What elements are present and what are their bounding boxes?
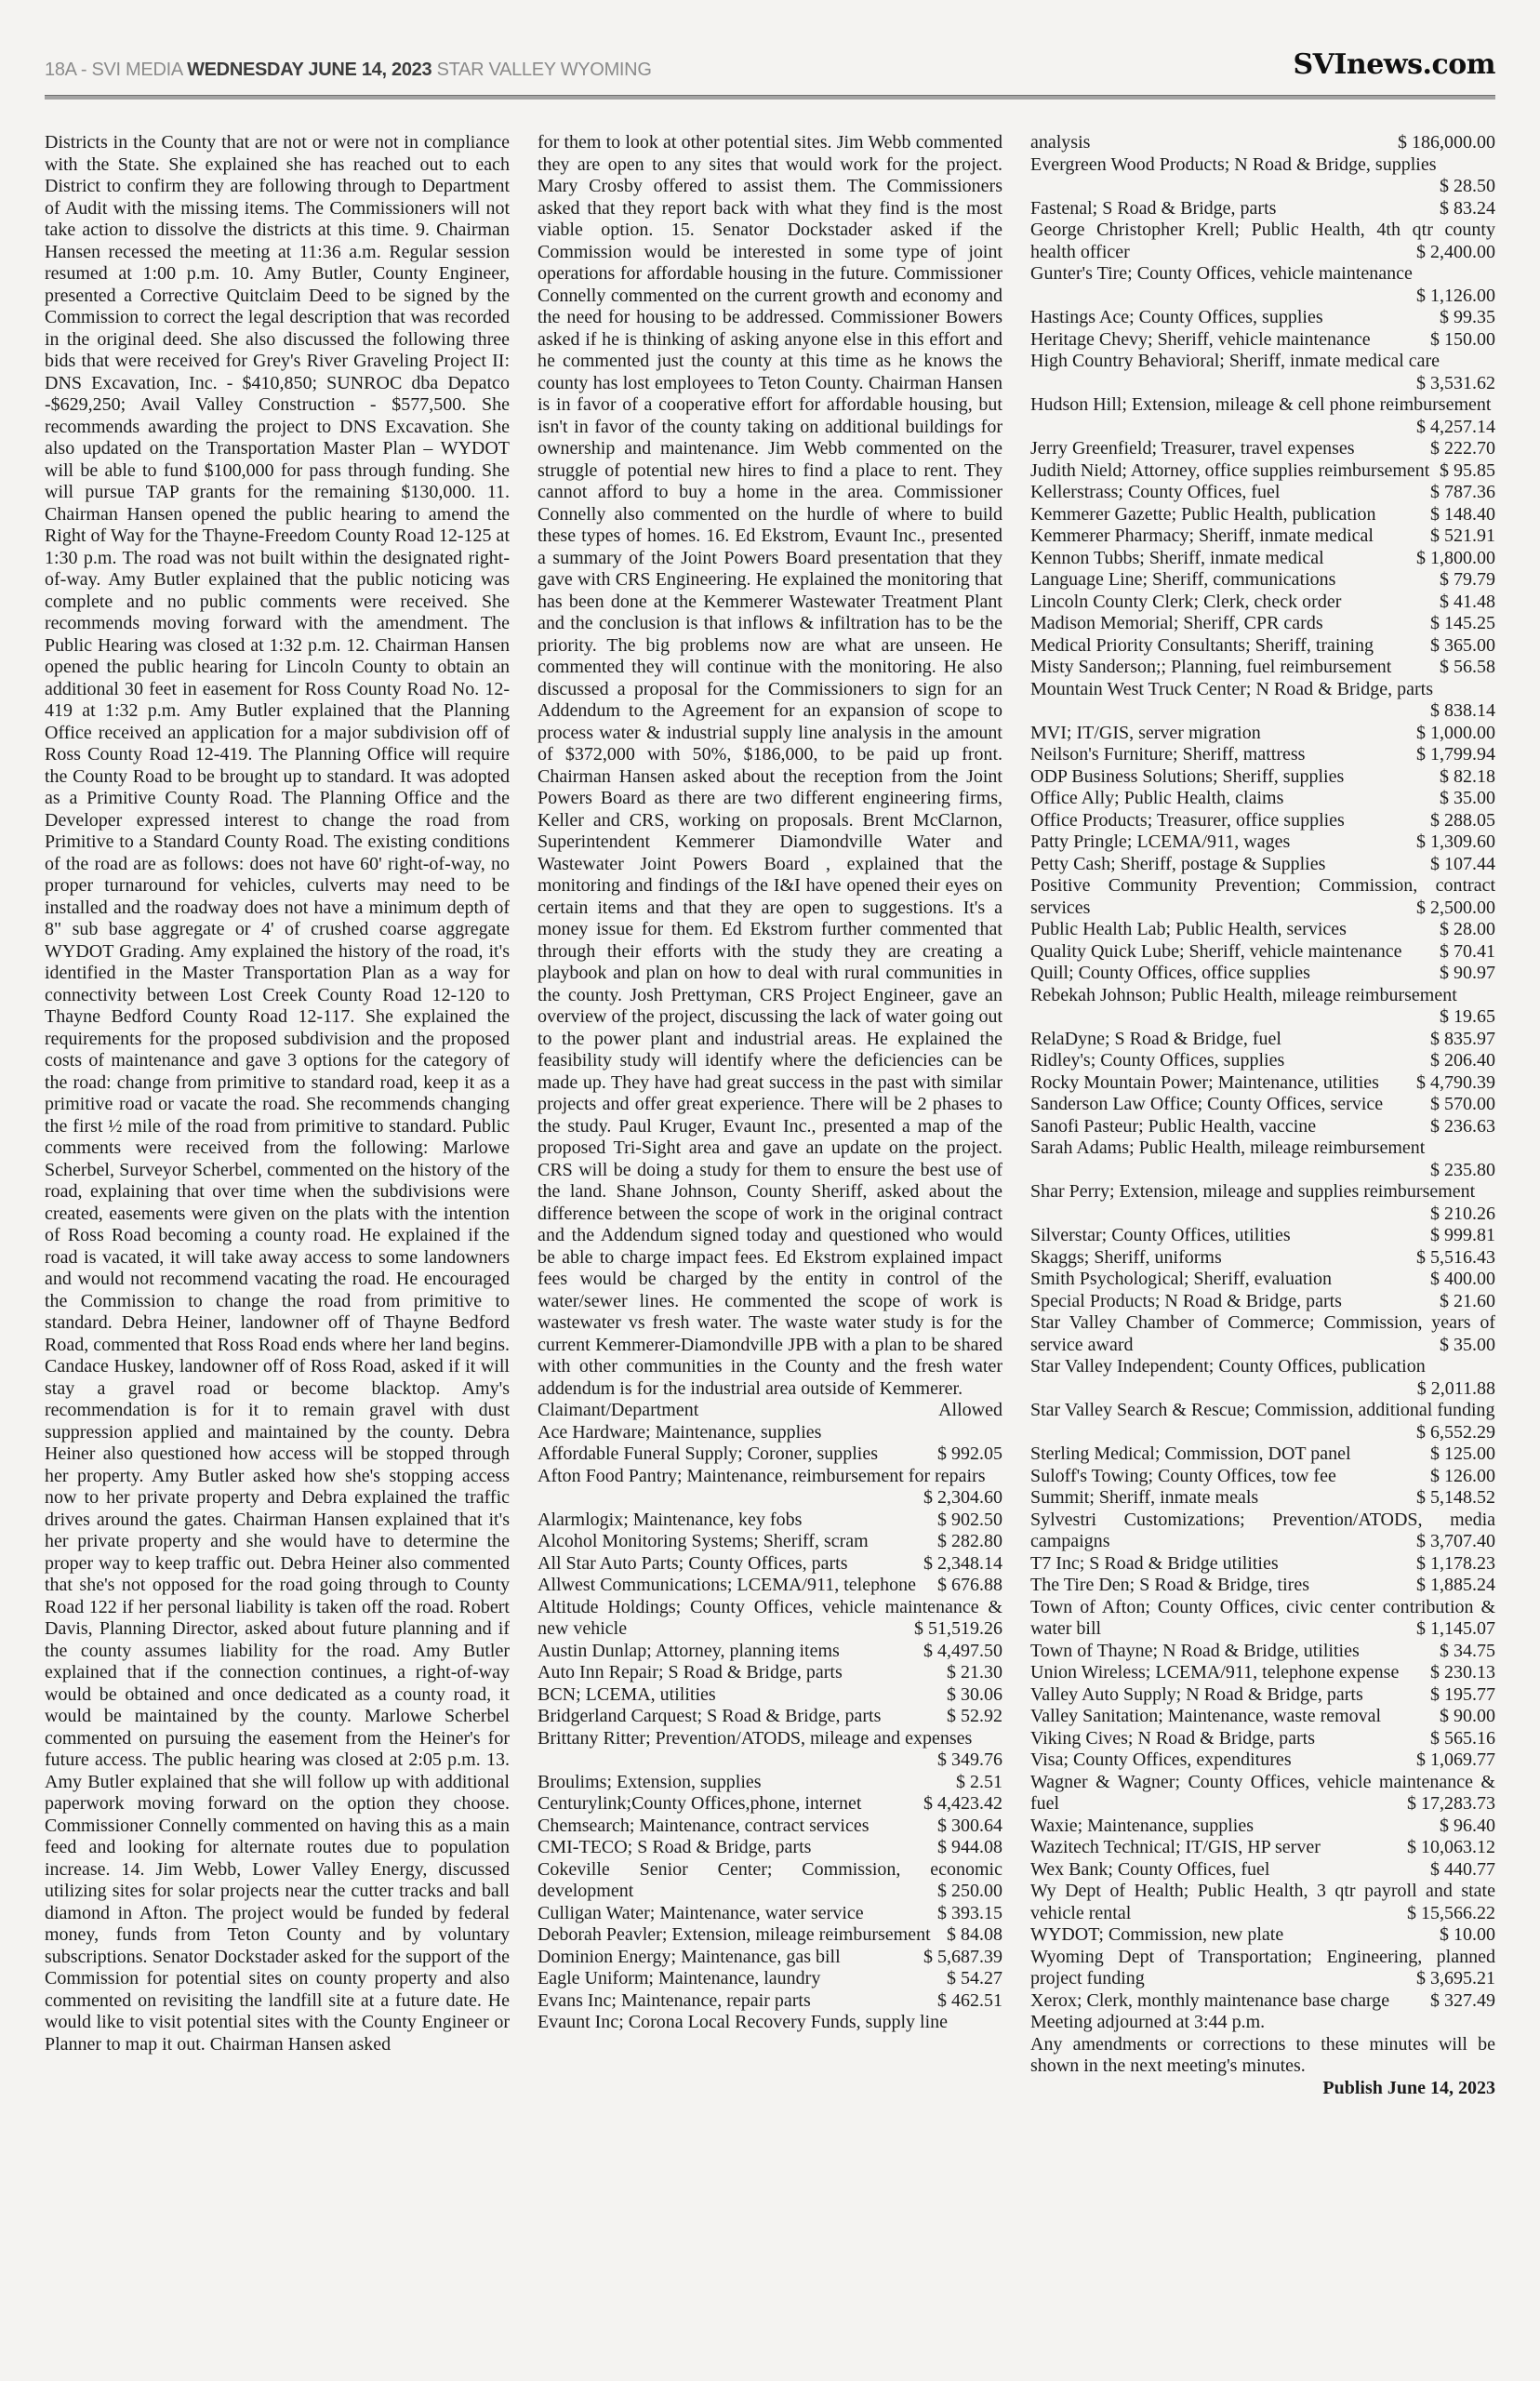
claim-name: MVI; IT/GIS, server migration [1030,722,1261,743]
claim-amount: $ 2,348.14 [923,1552,1002,1574]
claim-row [1030,548,1495,570]
claim-name: Misty Sanderson;; Planning, fuel reimbursement [1030,657,1392,677]
claim-amount: $ 2,400.00 [1416,241,1495,262]
claim-amount: $ 186,000.00 [1398,132,1495,153]
claim-amount: $ 230.13 [1430,1662,1495,1683]
minutes-column-3 [1030,132,1495,2360]
claim-amount: $ 125.00 [1430,1443,1495,1464]
claim-name: Neilson's Furniture; Sheriff, mattress [1030,744,1306,765]
claim-row [1030,1990,1495,2013]
claim-row [538,1816,1002,1838]
claim-row [538,1575,1002,1597]
claim-amount: $ 992.05 [937,1443,1002,1464]
claims-header-allowed: Allowed [938,1400,1002,1420]
claim-row [538,1706,1002,1728]
claim-name: Ace Hardware; Maintenance, supplies [538,1421,822,1443]
claim-name: Ridley's; County Offices, supplies [1030,1050,1285,1071]
claim-name: Summit; Sheriff, inmate meals [1030,1487,1259,1508]
claim-row [538,1837,1002,1859]
claim-amount: $ 570.00 [1430,1094,1495,1114]
claim-amount: $ 521.91 [1430,525,1495,546]
claim-amount: $ 2,500.00 [1416,897,1495,918]
claim-name: Hudson Hill; Extension, mileage & cell phone reimbursement [1030,394,1492,415]
claim-amount: $ 10,063.12 [1407,1837,1495,1857]
claim-row [1030,613,1495,635]
claim-amount: $ 150.00 [1430,328,1495,350]
claim-name: Sylvestri Customizations; Prevention/ATODS, media campaigns [1030,1509,1495,1551]
claim-amount: $ 676.88 [937,1575,1002,1595]
masthead-date: WEDNESDAY JUNE 14, 2023 [187,60,432,80]
claim-amount: $ 34.75 [1440,1640,1495,1661]
claim-name: Allwest Communications; LCEMA/911, telephone [538,1575,916,1595]
claim-amount: $ 282.80 [937,1531,1002,1551]
claim-name: Silverstar; County Offices, utilities [1030,1225,1291,1245]
claim-row [1030,744,1495,766]
claim-amount: $ 4,790.39 [1416,1071,1495,1093]
claim-row [1030,657,1495,679]
claim-amount: $ 349.76 [937,1749,1002,1770]
claim-name: Waxie; Maintenance, supplies [1030,1815,1254,1836]
claim-name: BCN; LCEMA, utilities [538,1683,716,1705]
claim-amount: $ 90.00 [1440,1706,1495,1726]
claim-amount: $ 82.18 [1440,765,1495,787]
minutes-column-1 [45,132,510,2360]
claim-amount: $ 1,178.23 [1416,1552,1495,1574]
claim-row [1030,985,1495,1029]
claim-row [1030,1881,1495,1924]
claim-amount: $ 902.50 [937,1509,1002,1530]
claim-name: Shar Perry; Extension, mileage and supplies reimbursement [1030,1181,1476,1202]
claim-row [1030,1837,1495,1859]
claim-amount: $ 440.77 [1430,1858,1495,1880]
claim-amount: $ 83.24 [1440,197,1495,219]
claim-amount: $ 235.80 [1430,1159,1495,1180]
claim-name: Viking Cives; N Road & Bridge, parts [1030,1727,1315,1749]
minutes-column-2 [538,132,1002,2360]
claim-row [1030,635,1495,658]
claim-amount: $ 19.65 [1440,1006,1495,1027]
claim-amount: $ 236.63 [1430,1115,1495,1137]
claim-name: Skaggs; Sheriff, uniforms [1030,1246,1222,1268]
claim-row [1030,1443,1495,1466]
claim-amount: $ 3,695.21 [1416,1968,1495,1989]
claim-name: Xerox; Clerk, monthly maintenance base charge [1030,1989,1390,2011]
claims-header-row [538,1400,1002,1422]
claim-name: All Star Auto Parts; County Offices, parts [538,1552,848,1574]
claim-row [1030,1510,1495,1553]
claim-row [1030,854,1495,876]
claim-name: Brittany Ritter; Prevention/ATODS, mileage and expenses [538,1727,973,1749]
claim-amount: $ 70.41 [1440,940,1495,962]
claim-name: Alarmlogix; Maintenance, key fobs [538,1509,803,1530]
claim-amount: $ 944.08 [937,1837,1002,1857]
claim-row [538,1466,1002,1510]
claim-name: Valley Sanitation; Maintenance, waste removal [1030,1706,1382,1726]
claim-name: Affordable Funeral Supply; Coroner, supplies [538,1443,878,1464]
claim-amount: $ 835.97 [1430,1028,1495,1049]
claim-row [1030,788,1495,810]
claim-amount: $ 2,011.88 [1416,1377,1495,1399]
claim-row [538,1728,1002,1772]
claim-amount: $ 51,519.26 [914,1618,1002,1639]
claim-name: Star Valley Chamber of Commerce; Commission, years of service award [1030,1312,1495,1355]
claim-amount: $ 206.40 [1430,1050,1495,1071]
claim-row [538,1443,1002,1466]
claim-name: Centurylink;County Offices,phone, internet [538,1793,862,1814]
claim-name: Valley Auto Supply; N Road & Bridge, parts [1030,1683,1363,1705]
claim-name: Visa; County Offices, expenditures [1030,1749,1292,1770]
claim-name: Evans Inc; Maintenance, repair parts [538,1989,811,2011]
claim-name: CMI-TECO; S Road & Bridge, parts [538,1837,812,1857]
claim-amount: $ 99.35 [1440,307,1495,327]
claim-name: George Christopher Krell; Public Health, 4th qtr county health officer [1030,219,1495,262]
claim-name: Cokeville Senior Center; Commission, economic development [538,1858,1002,1901]
claim-amount: $ 999.81 [1430,1225,1495,1245]
claim-name: The Tire Den; S Road & Bridge, tires [1030,1575,1309,1595]
claim-amount: $ 5,687.39 [923,1946,1002,1967]
claim-row [1030,1137,1495,1181]
claim-amount: $ 365.00 [1430,634,1495,656]
claim-name: Quality Quick Lube; Sheriff, vehicle maintenance [1030,940,1402,962]
claim-row [1030,941,1495,964]
claim-row [1030,1116,1495,1138]
claim-amount: $ 5,148.52 [1416,1487,1495,1508]
claim-row [538,1531,1002,1553]
claim-amount: $ 1,309.60 [1416,831,1495,852]
claim-name: Wagner & Wagner; County Offices, vehicle maintenance & fuel [1030,1771,1495,1814]
claim-name: Sanderson Law Office; County Offices, service [1030,1094,1384,1114]
claim-name: Kemmerer Gazette; Public Health, publication [1030,503,1376,525]
claim-amount: $ 41.48 [1440,591,1495,612]
claim-amount: $ 52.92 [947,1706,1002,1726]
claim-row [1030,132,1495,154]
claim-amount: $ 195.77 [1430,1683,1495,1705]
claim-row [1030,1050,1495,1072]
claim-name: Alcohol Monitoring Systems; Sheriff, scram [538,1531,869,1551]
claim-amount: $ 1,145.07 [1416,1618,1495,1639]
claim-name: Deborah Peavler; Extension, mileage reimbursement [538,1924,931,1945]
claim-amount: $ 327.49 [1430,1989,1495,2011]
claim-name: Office Ally; Public Health, claims [1030,788,1284,808]
claim-row [538,1662,1002,1684]
claim-amount: $ 148.40 [1430,503,1495,525]
claim-amount: $ 21.60 [1440,1290,1495,1311]
claim-row [1030,1312,1495,1356]
claim-amount: $ 90.97 [1440,963,1495,983]
claim-name: Petty Cash; Sheriff, postage & Supplies [1030,853,1326,874]
claim-amount: $ 126.00 [1430,1465,1495,1486]
claim-amount: $ 400.00 [1430,1269,1495,1289]
claim-row [1030,1749,1495,1772]
claim-amount: $ 3,531.62 [1416,372,1495,393]
claim-row [1030,1225,1495,1247]
claim-amount: $ 10.00 [1440,1924,1495,1945]
claim-amount: $ 30.06 [947,1683,1002,1705]
claim-row [1030,875,1495,919]
claim-row [1030,1859,1495,1882]
claim-row [1030,1029,1495,1051]
claim-row [1030,1575,1495,1597]
claim-row [1030,963,1495,985]
claim-name: Kennon Tubbs; Sheriff, inmate medical [1030,547,1324,568]
claim-row [538,1990,1002,2013]
claim-name: Wy Dept of Health; Public Health, 3 qtr payroll and state vehicle rental [1030,1881,1495,1923]
claim-name: Sarah Adams; Public Health, mileage reimbursement [1030,1137,1426,1158]
claim-row [538,1553,1002,1576]
adjourned-line: Meeting adjourned at 3:44 p.m. [1030,2012,1266,2032]
claim-name: Chemsearch; Maintenance, contract services [538,1815,870,1836]
claim-amount: $ 2.51 [956,1771,1002,1792]
claim-amount: $ 79.79 [1440,569,1495,590]
claim-name: RelaDyne; S Road & Bridge, fuel [1030,1028,1281,1049]
claim-amount: $ 28.50 [1440,176,1495,196]
claim-name: Sanofi Pasteur; Public Health, vaccine [1030,1115,1317,1137]
claim-name: Madison Memorial; Sheriff, CPR cards [1030,613,1323,633]
claim-amount: $ 2,304.60 [923,1487,1002,1508]
claim-name: Lincoln County Clerk; Clerk, check order [1030,591,1342,612]
claim-row [1030,438,1495,460]
claim-row [1030,1706,1495,1728]
claim-row [1030,1487,1495,1510]
claim-amount: $ 1,885.24 [1416,1575,1495,1595]
claim-amount: $ 145.25 [1430,613,1495,633]
claim-name: WYDOT; Commission, new plate [1030,1924,1284,1945]
claim-row [538,1684,1002,1707]
masthead-rule [45,95,1495,100]
claim-row [1030,1466,1495,1488]
claim-name: Wazitech Technical; IT/GIS, HP server [1030,1837,1321,1857]
claim-amount: $ 1,069.77 [1416,1749,1495,1770]
claim-amount: $ 56.58 [1440,657,1495,677]
claim-row [1030,1356,1495,1400]
claim-row [1030,198,1495,220]
claim-row [1030,1816,1495,1838]
claim-row [1030,1269,1495,1291]
claim-name: Sterling Medical; Commission, DOT panel [1030,1443,1351,1464]
claim-row [1030,351,1495,394]
claim-name: Dominion Energy; Maintenance, gas bill [538,1946,841,1967]
claim-amount: $ 787.36 [1430,482,1495,502]
claim-row [538,1903,1002,1925]
claim-row [1030,723,1495,745]
claim-amount: $ 250.00 [937,1881,1002,1901]
claim-amount: $ 838.14 [1430,700,1495,721]
claim-name: ODP Business Solutions; Sheriff, supplies [1030,765,1345,787]
claim-amount: $ 1,800.00 [1416,547,1495,568]
claim-row [1030,154,1495,198]
claim-row [538,1859,1002,1903]
claim-name: Public Health Lab; Public Health, services [1030,919,1347,939]
claim-row [1030,307,1495,329]
claim-name: Medical Priority Consultants; Sheriff, training [1030,634,1374,656]
claim-name: Rebekah Johnson; Public Health, mileage reimbursement [1030,984,1457,1005]
claim-name: Star Valley Search & Rescue; Commission, additional funding [1030,1400,1495,1420]
claim-row [538,1968,1002,1990]
claim-amount: $ 21.30 [947,1662,1002,1683]
claim-name: Rocky Mountain Power; Maintenance, utilities [1030,1071,1379,1093]
claim-name: Positive Community Prevention; Commission, contract services [1030,875,1495,918]
amendments-line: Any amendments or corrections to these minutes will be shown in the next meeting's minutes. [1030,2033,1495,2076]
claim-name: Bridgerland Carquest; S Road & Bridge, parts [538,1706,882,1726]
minutes-text-col1: Districts in the County that are not or were not in compliance with the State. She explained she has reached out to each District to confirm they are following through to Department of Audit with the missing items. The Commissioners will not take action to dissolve the districts at this time. 9. Chairman Hansen recessed the meeting at 11:36 a.m. Regular session resumed at 1:00 p.m. 10. Amy Butler, County Engineer, presented a Corrective Quitclaim Deed to be signed by the Commission to correct the legal description that was recorded in the original deed. She also discussed the following three bids that were received for Grey's River Graveling Project II: DNS Excavation, Inc. - $410,850; SUNROC dba Depatco -$629,250; Avail Valley Construction - $577,500. She recommends awarding the project to DNS Excavation. She also updated on the Transportation Master Plan – WYDOT will be able to fund $100,000 for pass through funding. She will pursue TAP grants for the remaining $130,000. 11. Chairman Hansen opened the public hearing to amend the Right of Way for the Thayne-Freedom County Road 12-125 at 1:30 p.m. The road was not built within the designated right-of-way. Amy Butler explained that the public noticing was complete and no public comments were received. She recommends moving forward with the amendment. The Public Hearing was closed at 1:32 p.m. 12. Chairman Hansen opened the public hearing for Lincoln County to obtain an additional 30 feet in easement for Ross County Road No. 12-419 at 1:32 p.m. Amy Butler explained that the Planning Office received an application for a major subdivision off of Ross County Road 12-419. The Planning Office will require the County Road to be brought up to standard. It was adopted as a Primitive County Road. The Planning Office and the Developer expressed interest to change the road from Primitive to a Standard County Road. The existing conditions of the road are as follows: does not have 60' right-of-way, no proper turnaround for vehicles, culverts may need to be installed and the roadway does not have a minimum depth of 8" sub base aggregate or 4' of crushed coarse aggregate WYDOT Grading. Amy explained the history of the road, it's identified in the Master Transportation Plan as a way for connectivity between Lost Creek County Road 12-120 to Thayne Bedford County Road 12-117. She explained the requirements for the proposed subdivision and the proposed costs of maintenance and gave 3 options for the category of the road: change from primitive to standard road, keep it as a primitive road or vacate the road. She recommends changing the first ½ mile of the road from primitive to standard. Public comments were received from the following: Marlowe Scherbel, Surveyor Scherbel, commented on the history of the road, explaining that over time when the subdivisions were created, easements were given on the plats with the intention of Ross Road becoming a county road. He explained if the road is vacated, it will take away access to some landowners and would not recommend vacating the road. He encouraged the Commission to change the road from primitive to standard. Debra Heiner, landowner off of Thayne Bedford Road, commented that Ross Road ends where her land begins. Candace Huskey, landowner off of Ross Road, asked if it will stay a gravel road or become blacktop. Amy's recommendation is for it to remain gravel with dust suppression applied and maintained by the county. Debra Heiner also questioned how access will be stopped through her property. Amy Butler asked how she's stopping access now to her private property and Debra explained the traffic drives around the gates. Chairman Hansen explained that it's her private property and she would have to determine the proper way to keep traffic out. Debra Heiner also commented that she's not opposed for the road going through to County Road 122 if her personal liability is taken off the road. Robert Davis, Planning Director, asked about future planning and if the county assumes liability for the road. Amy Butler explained that if the connection continues, a right-of-way would be obtained and once dedicated as a county road, it would be maintained by the county. Marlowe Scherbel commented on pursuing the easement from the Heiner's for future access. The public hearing was closed at 2:05 p.m. 13. Amy Butler explained that she will follow up with additional paperwork moving forward on the option they choose. Commissioner Connelly commented on having this as a main feed and looking for alternate routes due to population increase. 14. Jim Webb, Lower Valley Energy, discussed utilizing sites for solar projects near the cutter tracks and ball diamond in Afton. The project would be funded by federal money, funds from Teton County and by voluntary subscriptions. Senator Dockstader asked for the support of the Commission for potential sites on county property and also commented on revisiting the landfill site at a future date. He would like to visit potential sites with the County Engineer or Planner to map it out. Chairman Hansen asked [45,132,510,2055]
claim-name: Wex Bank; County Offices, fuel [1030,1858,1270,1880]
claim-name: Evaunt Inc; Corona Local Recovery Funds, supply line [538,2012,949,2032]
claim-name: Culligan Water; Maintenance, water service [538,1902,864,1923]
claim-name: Suloff's Towing; County Offices, tow fee [1030,1465,1336,1486]
claim-row [1030,525,1495,548]
claim-name: Fastenal; S Road & Bridge, parts [1030,197,1277,219]
claim-amount: $ 5,516.43 [1416,1246,1495,1268]
claim-row [1030,1597,1495,1641]
page-label: 18A - SVI MEDIA [45,60,182,80]
claim-name: Austin Dunlap; Attorney, planning items [538,1640,840,1661]
claim-amount: $ 15,566.22 [1407,1902,1495,1923]
claim-name: Judith Nield; Attorney, office supplies reimbursement [1030,459,1430,481]
claim-amount: $ 288.05 [1430,809,1495,831]
claim-name: Gunter's Tire; County Offices, vehicle maintenance [1030,263,1413,284]
claim-row [538,1641,1002,1663]
claim-row [1030,766,1495,789]
claim-row [538,2012,1002,2034]
claim-amount: $ 107.44 [1430,853,1495,874]
claims-list-col3 [1030,132,1495,2012]
claim-name: Eagle Uniform; Maintenance, laundry [538,1968,821,1989]
claim-name: Altitude Holdings; County Offices, vehicle maintenance & new vehicle [538,1596,1002,1639]
claim-amount: $ 210.26 [1430,1203,1495,1224]
claim-name: Special Products; N Road & Bridge, parts [1030,1290,1342,1311]
claim-amount: $ 4,423.42 [923,1793,1002,1814]
claim-amount: $ 4,257.14 [1416,416,1495,437]
claim-row [1030,1553,1495,1576]
claim-name: Town of Afton; County Offices, civic center contribution & water bill [1030,1596,1495,1639]
claim-name: Mountain West Truck Center; N Road & Bridge, parts [1030,678,1433,699]
claim-row [538,1772,1002,1794]
claim-row [1030,1662,1495,1684]
claim-name: Quill; County Offices, office supplies [1030,963,1310,983]
claim-row [538,1510,1002,1532]
claim-row [1030,394,1495,438]
claim-row [1030,1728,1495,1750]
claim-name: Broulims; Extension, supplies [538,1771,762,1792]
claim-amount: $ 4,497.50 [923,1640,1002,1661]
claim-name: Star Valley Independent; County Offices, publication [1030,1356,1426,1377]
claim-row [1030,1072,1495,1095]
claim-row [1030,831,1495,854]
claim-name: analysis [1030,132,1091,153]
claim-name: Evergreen Wood Products; N Road & Bridge, supplies [1030,153,1437,175]
masthead [45,48,1495,81]
claim-name: Patty Pringle; LCEMA/911, wages [1030,831,1291,852]
claim-amount: $ 1,126.00 [1416,285,1495,306]
claim-row [1030,219,1495,263]
claim-row [1030,1291,1495,1313]
claim-row [538,1597,1002,1641]
claim-name: T7 Inc; S Road & Bridge utilities [1030,1552,1279,1574]
claim-row [1030,460,1495,483]
claim-amount: $ 1,799.94 [1416,744,1495,765]
claim-row [538,1793,1002,1816]
claim-row [1030,569,1495,592]
claim-name: Office Products; Treasurer, office supplies [1030,809,1345,831]
claim-amount: $ 35.00 [1440,1334,1495,1355]
claim-amount: $ 565.16 [1430,1727,1495,1749]
claim-row [1030,263,1495,307]
claim-name: Afton Food Pantry; Maintenance, reimbursement for repairs [538,1465,986,1486]
claim-row [1030,504,1495,526]
claim-amount: $ 3,707.40 [1416,1531,1495,1551]
claim-amount: $ 28.00 [1440,919,1495,939]
claim-row [538,1422,1002,1444]
claim-amount: $ 462.51 [937,1989,1002,2011]
claim-row [1030,482,1495,504]
claim-name: Kellerstrass; County Offices, fuel [1030,482,1281,502]
claim-row [1030,592,1495,614]
claim-row [1030,919,1495,941]
claim-row [1030,810,1495,832]
minutes-text-col2: for them to look at other potential sites. Jim Webb commented they are open to any sites that would work for the project. Mary Crosby offered to assist them. The Commissioners asked that they report back with what they find is the most viable option. 15. Senator Dockstader asked if the Commission would be interested in some type of joint operations for affordable housing in the future. Commissioner Connelly commented on the current growth and economy and the need for housing to be addressed. Commissioner Bowers asked if he is thinking of asking anyone else in this effort and he commented just the county at this time as he knows the county has lost employees to Teton County. Chairman Hansen is in favor of a cooperative effort for affordable housing, but isn't in favor of the county taking on additional buildings for ownership and maintenance. Jim Webb commented on the struggle of potential new hires to find a place to rent. They cannot afford to buy a home in the area. Commissioner Connelly also commented on the hurdle of where to build these types of homes. 16. Ed Ekstrom, Evaunt Inc., presented a summary of the Joint Powers Board presentation that they gave with CRS Engineering. He explained the monitoring that has been done at the Kemmerer Wastewater Treatment Plant and the conclusion is that inflows & infiltration has to be the priority. The big problems now are what are unseen. He commented they will continue with the monitoring. He also discussed a proposal for the Commissioners to sign for an Addendum to the Agreement for an expansion of scope to process water & industrial supply line analysis in the amount of $372,000 with 50%, $186,000, to be paid up front. Chairman Hansen asked about the reception from the Joint Powers Board as there are two different engineering firms, Keller and CRS, working on proposals. Brent McClarnon, Superintendent Kemmerer Diamondville Water and Wastewater Joint Powers Board , explained that the monitoring and findings of the I&I have opened their eyes on certain items and that they are open to suggestions. It's a money issue for them. Ed Ekstrom further commented that through their efforts with the study they are creating a playbook and plan on how to deal with rural communities in the county. Josh Prettyman, CRS Project Engineer, gave an overview of the project, discussing the lack of water going out to the power plant and industrial areas. He explained the feasibility study will identify where the deficiencies can be made up. They have had great success in the past with similar projects and offer great experience. There will be 2 phases to the study. Paul Kruger, Evaunt Inc., presented a map of the proposed Tri-Sight area and gave an update on the project. CRS will be doing a study for them to ensure the best use of the land. Shane Johnson, County Sheriff, asked about the difference between the scope of work in the original contract and the Addendum signed today and questioned who would be able to charge impact fees. Ed Ekstrom explained impact fees would be charged by the entity in control of the water/sewer lines. He commented the scope of work is wastewater vs fresh water. The waste water study is for the current Kemmerer-Diamondville JPB with a plan to be shared with other communities in the County and the fresh water addendum is for the industrial area outside of Kemmerer. [538,132,1002,1399]
claim-row [1030,329,1495,352]
claim-row [1030,1400,1495,1443]
claim-row [1030,1181,1495,1225]
claim-amount: $ 96.40 [1440,1815,1495,1836]
claim-name: Language Line; Sheriff, communications [1030,569,1336,590]
claim-row [1030,1247,1495,1270]
claim-row [1030,679,1495,723]
claim-amount: $ 1,000.00 [1416,722,1495,743]
claim-row [1030,1947,1495,1990]
claim-amount: $ 35.00 [1440,788,1495,808]
claim-name: Smith Psychological; Sheriff, evaluation [1030,1269,1333,1289]
masthead-left [45,60,652,81]
claim-name: Jerry Greenfield; Treasurer, travel expenses [1030,438,1355,459]
claim-amount: $ 222.70 [1430,438,1495,459]
claim-amount: $ 17,283.73 [1407,1793,1495,1814]
masthead-site: SVInews.com [1293,48,1495,81]
claim-row [1030,1684,1495,1707]
claim-name: Wyoming Dept of Transportation; Engineering, planned project funding [1030,1946,1495,1989]
claim-row [1030,1772,1495,1816]
claim-amount: $ 300.64 [937,1815,1002,1836]
claim-name: Hastings Ace; County Offices, supplies [1030,307,1323,327]
publish-line: Publish June 14, 2023 [1322,2077,1495,2098]
claim-name: High Country Behavioral; Sheriff, inmate medical care [1030,351,1440,371]
claim-amount: $ 6,552.29 [1416,1421,1495,1443]
claim-row [1030,1094,1495,1116]
claim-row [538,1947,1002,1969]
closing-block [1030,2012,1495,2078]
claim-amount: $ 84.08 [947,1924,1002,1945]
claim-name: Kemmerer Pharmacy; Sheriff, inmate medical [1030,525,1374,546]
claims-header-claimant: Claimant/Department [538,1400,699,1420]
claims-list-col2 [538,1422,1002,2034]
claim-row [538,1924,1002,1947]
claim-row [1030,1641,1495,1663]
claim-name: Auto Inn Repair; S Road & Bridge, parts [538,1662,843,1683]
claim-name: Heritage Chevy; Sheriff, vehicle maintenance [1030,328,1371,350]
claim-amount: $ 54.27 [947,1968,1002,1989]
claim-name: Union Wireless; LCEMA/911, telephone expense [1030,1662,1400,1683]
masthead-location: STAR VALLEY WYOMING [436,60,652,80]
claim-name: Town of Thayne; N Road & Bridge, utilities [1030,1640,1360,1661]
minutes-columns [45,132,1495,2360]
claim-row [1030,1924,1495,1947]
claim-amount: $ 393.15 [937,1902,1002,1923]
claim-amount: $ 95.85 [1440,459,1495,481]
